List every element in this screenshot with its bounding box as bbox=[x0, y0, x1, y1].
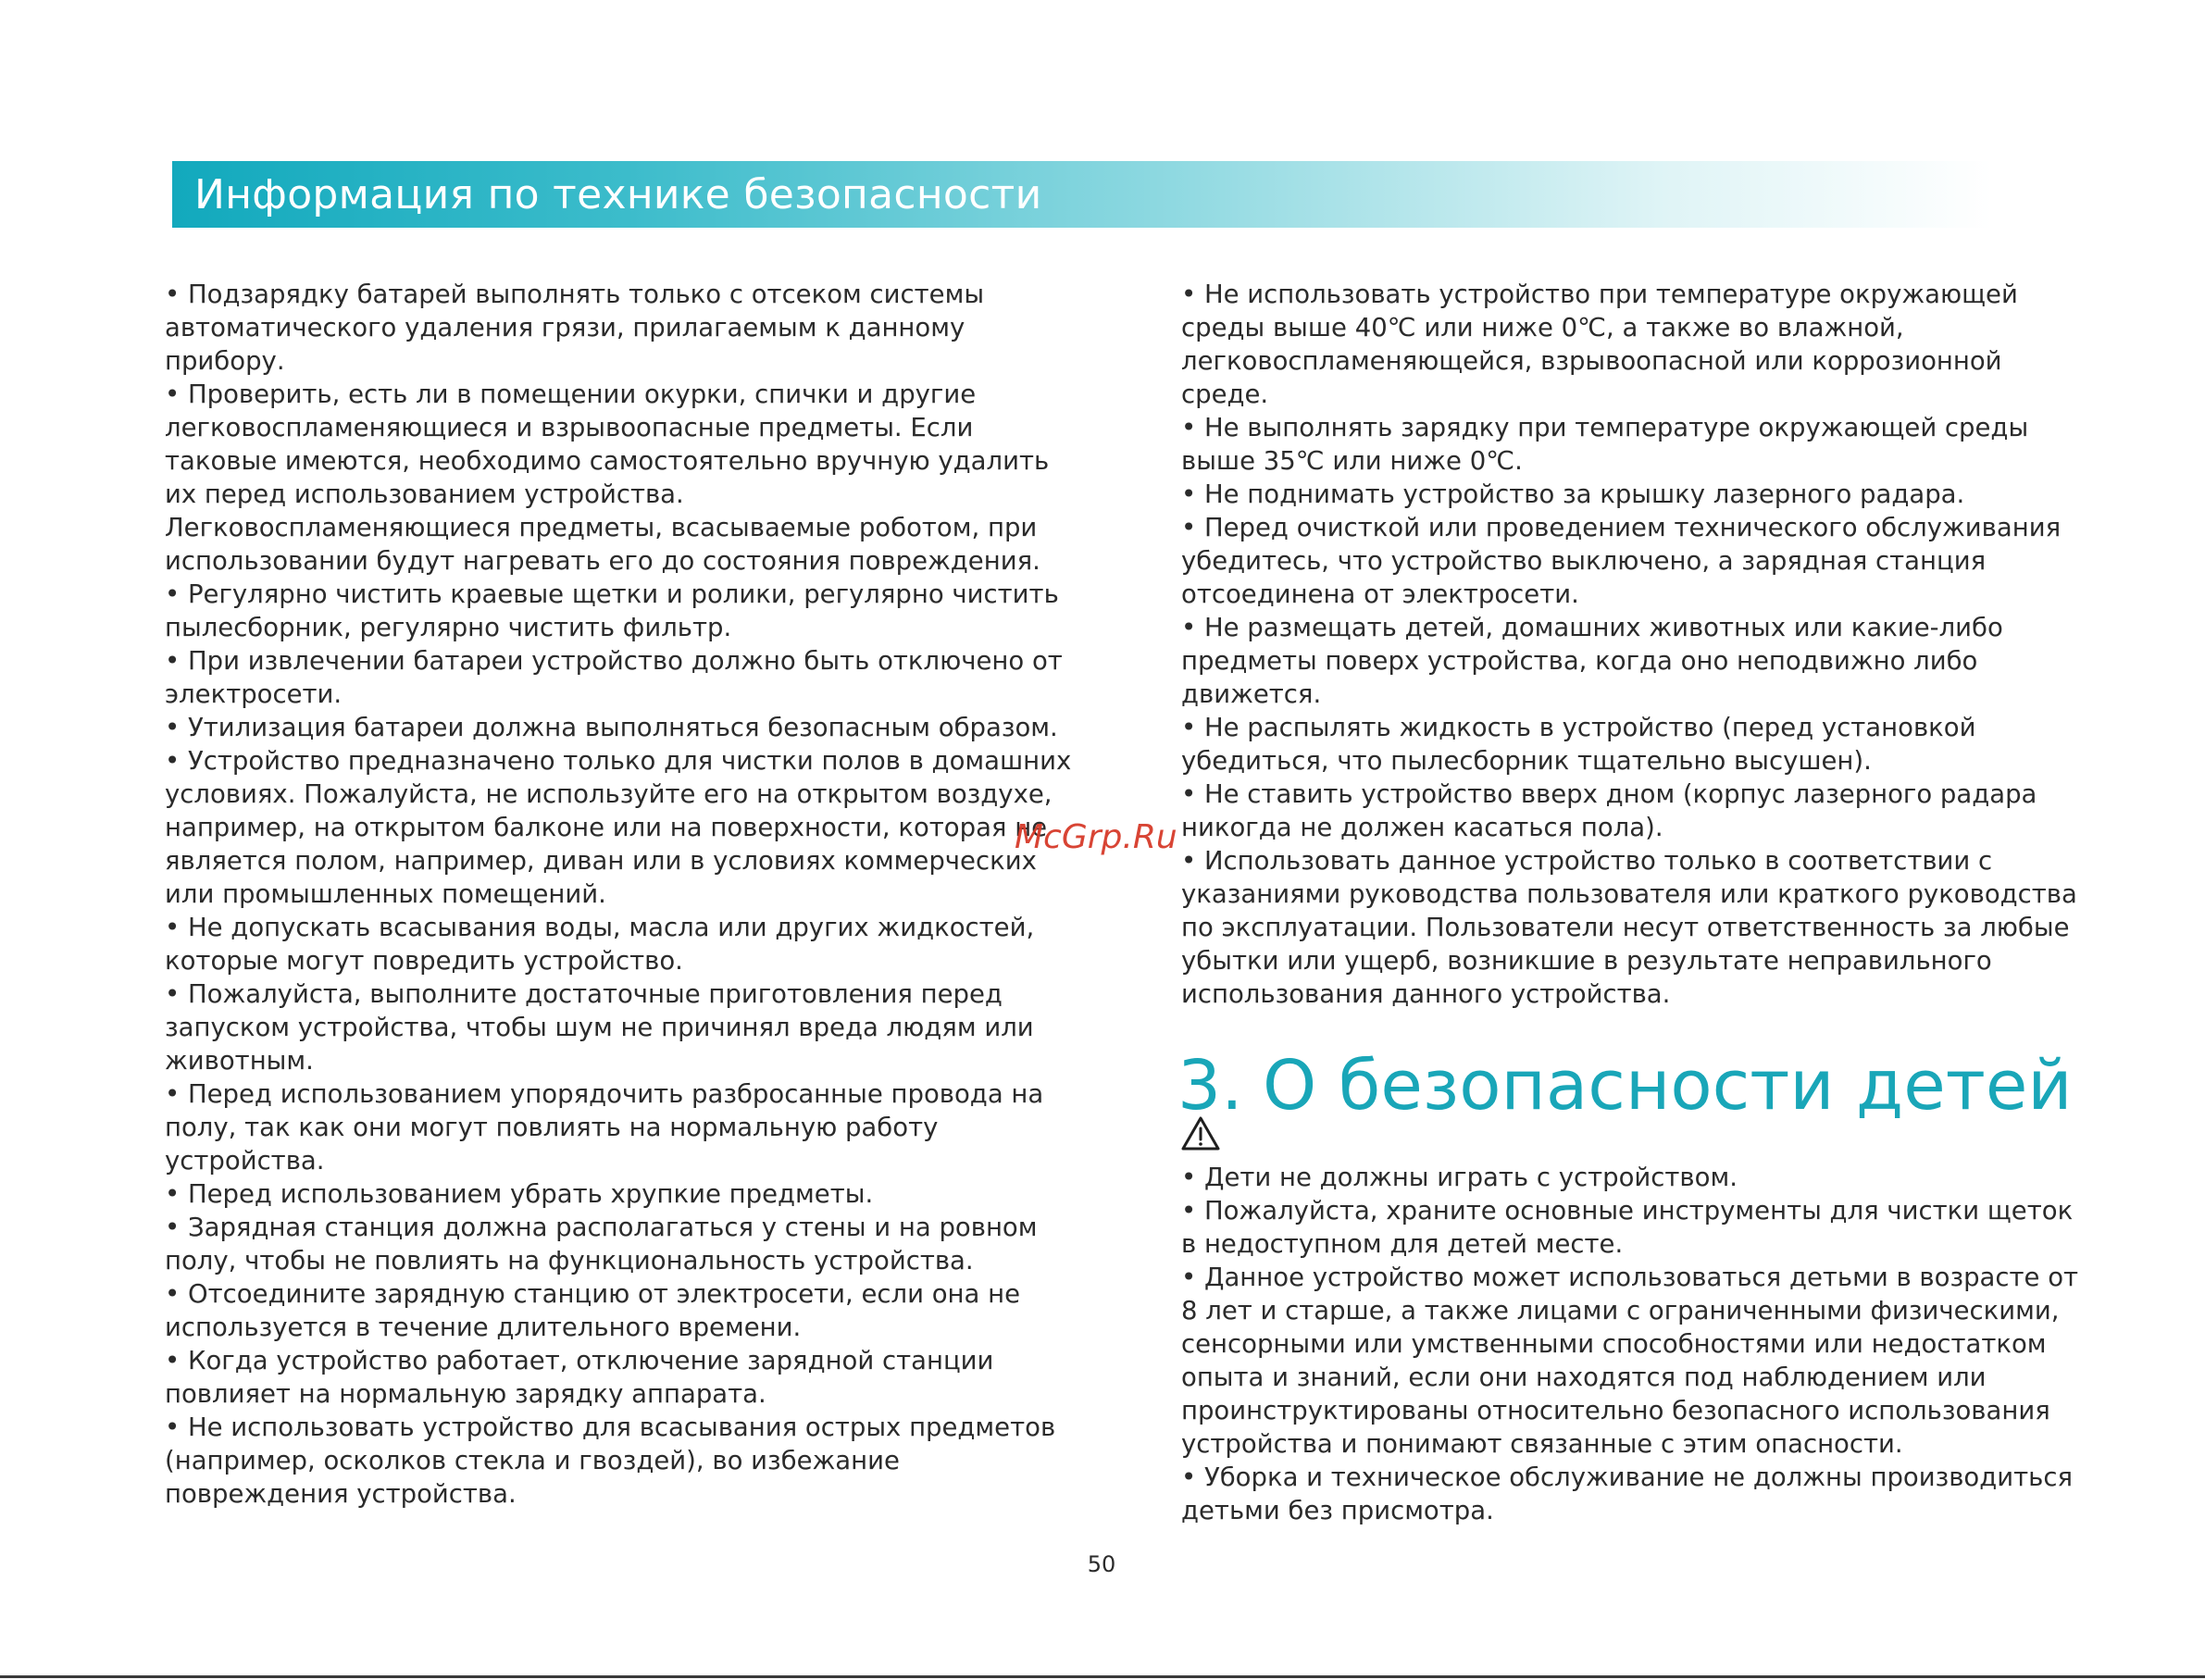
header-banner bbox=[172, 161, 1992, 228]
text-line: которые могут повредить устройство. bbox=[165, 946, 683, 976]
text-line: убедиться, что пылесборник тщательно высушен). bbox=[1181, 746, 1872, 776]
text-line: легковоспламеняющиеся и взрывоопасные предметы. Если bbox=[165, 413, 974, 442]
text-line: никогда не должен касаться пола). bbox=[1181, 813, 1663, 842]
text-line: • Не допускать всасывания воды, масла или других жидкостей, bbox=[165, 913, 1035, 942]
text-line: • Проверить, есть ли в помещении окурки, спички и другие bbox=[165, 380, 977, 409]
text-line: • Когда устройство работает, отключение зарядной станции bbox=[165, 1346, 994, 1375]
text-line: • Данное устройство может использоваться детьми в возрасте от bbox=[1181, 1263, 2079, 1292]
text-line: • Утилизация батареи должна выполняться безопасным образом. bbox=[165, 713, 1058, 742]
section-number: 3. bbox=[1177, 1046, 1243, 1126]
text-line: (например, осколков стекла и гвоздей), во избежание bbox=[165, 1446, 900, 1475]
warning-triangle-icon bbox=[1181, 1116, 1220, 1151]
text-line: • Не ставить устройство вверх дном (корпус лазерного радара bbox=[1181, 779, 2037, 809]
text-line: легковоспламеняющейся, взрывоопасной или коррозионной bbox=[1181, 346, 2002, 376]
text-line: таковые имеются, необходимо самостоятельно вручную удалить bbox=[165, 446, 1050, 476]
text-line: • При извлечении батареи устройство должно быть отключено от bbox=[165, 646, 1063, 676]
watermark: McGrp.Ru bbox=[1015, 818, 1177, 856]
text-line: проинструктированы относительно безопасного использования bbox=[1181, 1396, 2050, 1425]
text-line: отсоединена от электросети. bbox=[1181, 579, 1579, 609]
text-line: движется. bbox=[1181, 679, 1322, 709]
text-line: устройства и понимают связанные с этим опасности. bbox=[1181, 1429, 1903, 1459]
text-line: запуском устройства, чтобы шум не причинял вреда людям или bbox=[165, 1013, 1034, 1042]
text-line: • Отсоедините зарядную станцию от электросети, если она не bbox=[165, 1279, 1021, 1309]
text-line: по эксплуатации. Пользователи несут ответственность за любые bbox=[1181, 913, 2070, 942]
text-line: • Регулярно чистить краевые щетки и ролики, регулярно чистить bbox=[165, 579, 1059, 609]
text-line: детьми без присмотра. bbox=[1181, 1496, 1494, 1525]
text-line: опыта и знаний, если они находятся под наблюдением или bbox=[1181, 1363, 1987, 1392]
text-line: • Подзарядку батарей выполнять только с отсеком системы bbox=[165, 280, 985, 309]
text-line: предметы поверх устройства, когда оно неподвижно либо bbox=[1181, 646, 1978, 676]
text-line: • Устройство предназначено только для чистки полов в домашних bbox=[165, 746, 1072, 776]
text-line: в недоступном для детей месте. bbox=[1181, 1229, 1624, 1259]
text-line: условиях. Пожалуйста, не используйте его на открытом воздухе, bbox=[165, 779, 1053, 809]
text-line: • Уборка и техническое обслуживание не должны производиться bbox=[1181, 1462, 2074, 1492]
child-safety-list bbox=[1181, 1161, 2078, 1527]
left-column bbox=[165, 278, 1071, 1511]
text-line: • Зарядная станция должна располагаться у стены и на ровном bbox=[165, 1213, 1038, 1242]
text-line: пылесборник, регулярно чистить фильтр. bbox=[165, 613, 732, 642]
text-line: автоматического удаления грязи, прилагаемым к данному bbox=[165, 313, 965, 342]
text-line: используется в течение длительного времени. bbox=[165, 1313, 802, 1342]
text-line: прибору. bbox=[165, 346, 285, 376]
text-line: • Пожалуйста, выполните достаточные приготовления перед bbox=[165, 979, 1003, 1009]
text-line: среды выше 40℃ или ниже 0℃, а также во влажной, bbox=[1181, 313, 1904, 342]
text-line: их перед использованием устройства. bbox=[165, 479, 684, 509]
text-line: электросети. bbox=[165, 679, 343, 709]
text-line: • Перед использованием убрать хрупкие предметы. bbox=[165, 1179, 874, 1209]
text-line: • Перед очисткой или проведением технического обслуживания bbox=[1181, 513, 2062, 542]
text-line: • Пожалуйста, храните основные инструменты для чистки щеток bbox=[1181, 1196, 2074, 1226]
text-line: • Не размещать детей, домашних животных или какие-либо bbox=[1181, 613, 2003, 642]
text-line: повлияет на нормальную зарядку аппарата. bbox=[165, 1379, 766, 1409]
text-line: полу, чтобы не повлиять на функциональность устройства. bbox=[165, 1246, 974, 1276]
section-title: О безопасности детей bbox=[1263, 1046, 2073, 1126]
text-line: • Не распылять жидкость в устройство (перед установкой bbox=[1181, 713, 1976, 742]
text-line: выше 35℃ или ниже 0℃. bbox=[1181, 446, 1523, 476]
text-line: использования данного устройства. bbox=[1181, 979, 1671, 1009]
text-line: • Не выполнять зарядку при температуре окружающей среды bbox=[1181, 413, 2029, 442]
bottom-divider bbox=[0, 1675, 2205, 1678]
text-line: • Дети не должны играть с устройством. bbox=[1181, 1163, 1738, 1192]
text-line: • Не использовать устройство при температуре окружающей bbox=[1181, 280, 2018, 309]
text-line: повреждения устройства. bbox=[165, 1479, 517, 1509]
text-line: сенсорными или умственными способностями или недостатком bbox=[1181, 1329, 2047, 1359]
text-line: • Не поднимать устройство за крышку лазерного радара. bbox=[1181, 479, 1965, 509]
text-line: 8 лет и старше, а также лицами с ограниченными физическими, bbox=[1181, 1296, 2060, 1325]
section-heading bbox=[1177, 1044, 2072, 1127]
right-column bbox=[1181, 278, 2077, 1011]
text-line: • Использовать данное устройство только в соответствии с bbox=[1181, 846, 1993, 876]
text-line: Легковоспламеняющиеся предметы, всасываемые роботом, при bbox=[165, 513, 1038, 542]
text-line: устройства. bbox=[165, 1146, 325, 1176]
text-line: • Перед использованием упорядочить разбросанные провода на bbox=[165, 1079, 1044, 1109]
text-line: указаниями руководства пользователя или краткого руководства bbox=[1181, 879, 2077, 909]
text-line: среде. bbox=[1181, 380, 1269, 409]
page-title: Информация по технике безопасности bbox=[194, 170, 1042, 218]
text-line: например, на открытом балконе или на поверхности, которая не bbox=[165, 813, 1048, 842]
text-line: является полом, например, диван или в условиях коммерческих bbox=[165, 846, 1037, 876]
text-line: убедитесь, что устройство выключено, а зарядная станция bbox=[1181, 546, 1987, 576]
text-line: полу, так как они могут повлиять на нормальную работу bbox=[165, 1113, 939, 1142]
page-number: 50 bbox=[1087, 1551, 1116, 1577]
text-line: убытки или ущерб, возникшие в результате неправильного bbox=[1181, 946, 1992, 976]
text-line: использовании будут нагревать его до состояния повреждения. bbox=[165, 546, 1040, 576]
text-line: животным. bbox=[165, 1046, 314, 1076]
text-line: • Не использовать устройство для всасывания острых предметов bbox=[165, 1412, 1056, 1442]
text-line: или промышленных помещений. bbox=[165, 879, 606, 909]
